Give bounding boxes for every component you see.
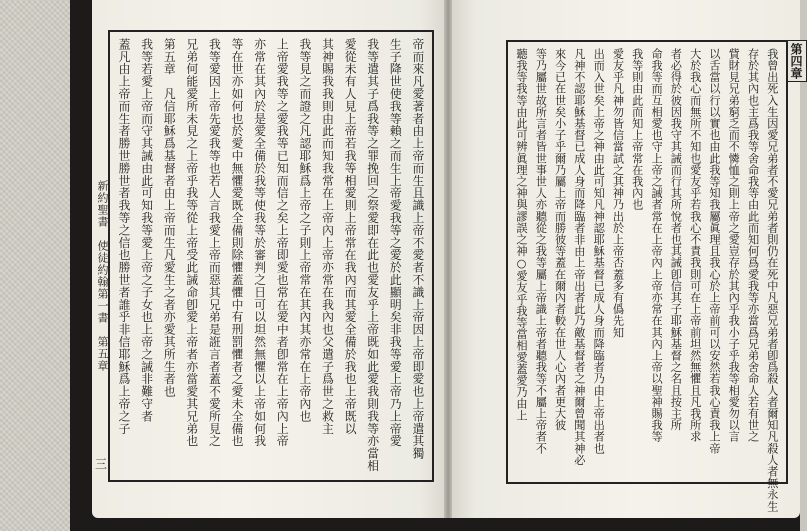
text-column: 等乃屬世故所言者皆世事世人亦聽從之我等屬上帝識上帝者聽我等不屬上帝者不 [534,48,548,454]
text-column: 凡神不認耶穌基督已成人身而降臨者非由上帝出者此乃敵基督者之神爾曾聞其神必 [572,48,586,466]
left-page-margin-title: 新約聖書 使徒約翰第一書 第五章 [96,180,109,372]
text-column: 我等愛因上帝先愛我等也若人言我愛上帝而惡其兄弟是誑言者蓋不愛所見之 [207,38,222,448]
right-text-frame [506,40,788,512]
text-column: 亦常在其內於是愛全備於我等使我等於審判之日可以坦然無懼以上帝如何我 [252,38,267,448]
text-column: 等在世亦如何也於愛中無懼愛既全備則除懼蓋懼中有刑罰懼者之愛未全備也 [230,38,245,448]
left-text-columns [116,38,426,474]
text-column: 來今已在世矣小子乎爾乃屬上帝而勝彼等蓋在爾內者較在世人心內者更大彼 [553,48,567,431]
left-page [92,0,448,518]
text-column: 我等遣其子爲我等之罪挽回之祭愛即在此也愛友乎上帝既如此愛我則我等亦當相 [365,38,380,472]
text-column: 我曾出死入生因愛兄弟者不愛兄弟者則仍在死中凡惡兄弟者卽爲殺人者爾知凡殺人者無永生 [765,48,779,512]
text-column: 出而入世矣上帝之神由此可知凡神認耶穌基督已成人身而降臨者乃由上帝出者也 [592,48,606,454]
text-column: 帝而來凡愛著者由上帝而生且識上帝不愛者不識上帝因上帝即愛也上帝遣其獨 [410,38,425,460]
text-column: 生子降世使我等賴之而生上帝愛我等之愛於此顯明矣非我等愛上帝乃上帝愛 [388,38,403,448]
book-gutter [444,0,452,518]
text-column: 者必得於彼因我守其誡而行其所悅者也其誡卽信其子耶穌基督之名且按主所 [669,48,683,431]
text-column: 愛從未有人見上帝若我等相愛則上帝常在我內而其愛全備於我也上帝既以 [343,38,358,435]
text-column: 兄弟何能愛所未見之上帝乎我等從上帝受此誡命卽愛上帝者亦當愛其兄弟也 [184,38,199,448]
text-column: 其神賜我我則由此而知我常在上帝內上帝亦常在我內也父遣子爲世之救主 [320,38,335,435]
text-column: 聽我等我等由此可辨眞理之神與謬誤之神○愛友乎我等當相愛蓋愛乃由上 [515,48,528,421]
text-column: 第五章 凡信耶穌爲基督者由上帝而生凡愛生之者亦愛其所生者也 [162,38,177,398]
left-page-number: 三 [95,457,108,471]
text-column: 命我等而互相愛也守上帝之誡者常在上帝內上帝亦常在其內上帝以聖神賜我等 [650,48,664,443]
text-column: 我等見之而證之凡認耶穌爲上帝之子則上帝常在其內其亦常在上帝內也 [297,38,312,423]
right-page [448,0,803,518]
text-column: 存於其內也主爲我等舍命我等由此而知何爲愛我等亦當爲兄弟舍命人若有世之 [746,48,760,443]
text-column: 上帝愛我等之愛我等已知而信之矣上帝即愛也常在愛中者卽常在上帝內上帝 [275,38,290,448]
text-column: 蓋凡由上帝而生者勝世勝世者我等之信也勝世者誰乎非信耶穌爲上帝之子 [117,38,131,435]
text-column: 大於我心而無所不知也愛友乎若我心不責我則可在上帝前坦然無懼且凡我所求 [688,48,702,443]
text-column: 貲財見兄弟窮乏而不憐恤之則上帝之愛豈存於其內乎我小子乎我等相愛勿以言 [727,48,741,443]
right-text-columns [514,48,780,512]
left-text-frame [108,30,434,482]
text-column: 我等若愛上帝而守其誡由此可知我等愛上帝之子女也上帝之誡非難守者 [139,38,154,423]
text-column: 愛友乎凡神勿皆信當試之其神乃出於上帝否蓋多有僞先知 [611,48,625,338]
text-column: 以舌當以行以實也由此我等知我屬眞理且我心於上帝前可以安然若我心責我上帝 [707,48,721,454]
text-column: 我等則由此而知上帝常在我內也 [630,48,644,211]
chapter-heading: 第四章 [786,40,807,82]
